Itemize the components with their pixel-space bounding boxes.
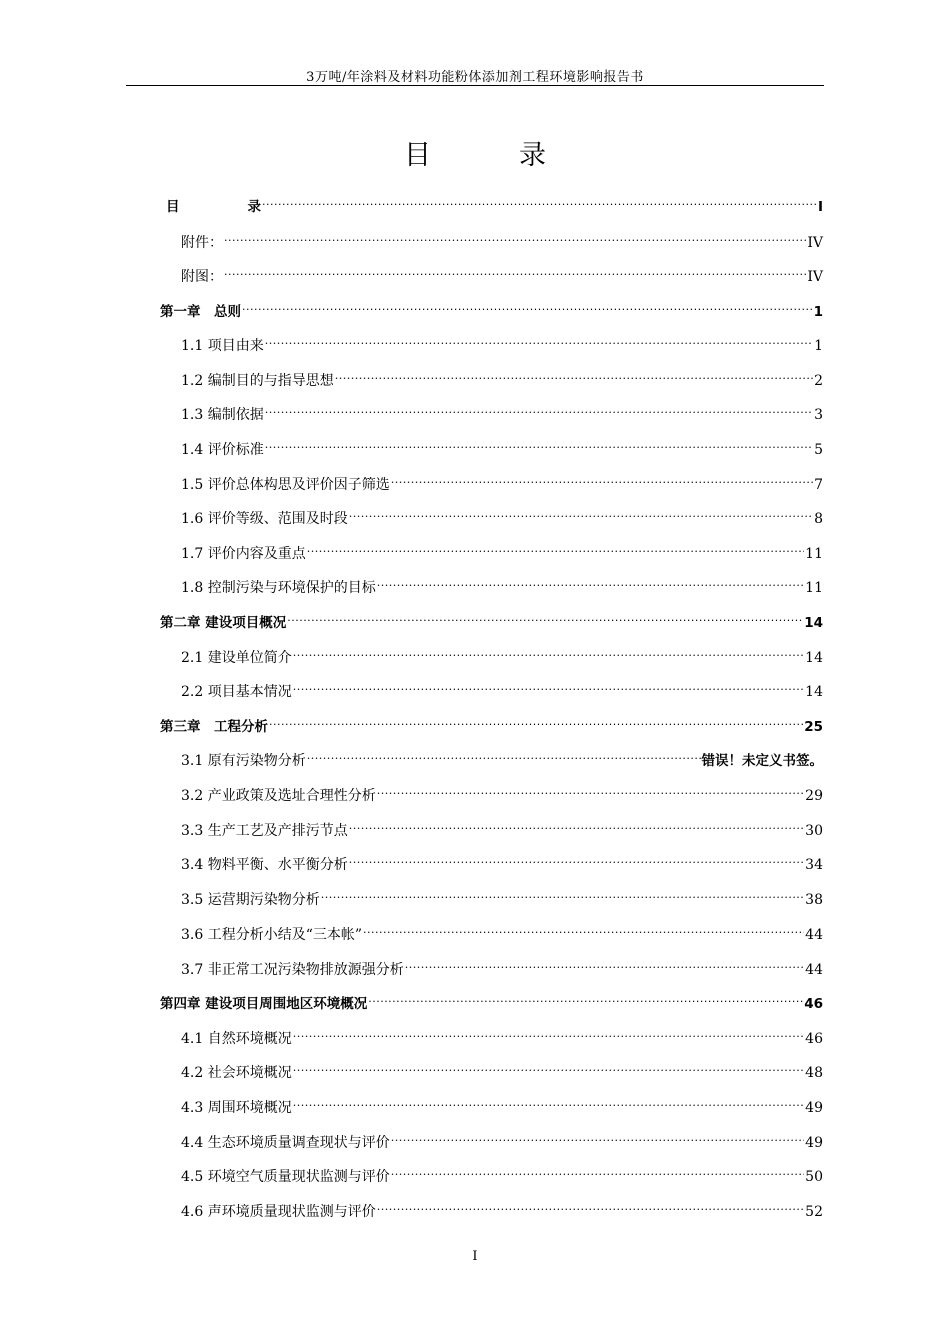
dot-leader: [377, 572, 804, 592]
toc-entry-page: 2: [814, 373, 823, 389]
toc-entry[interactable]: [181, 884, 823, 908]
toc-entry[interactable]: [181, 434, 823, 458]
page-number: I: [472, 1249, 478, 1264]
dot-leader: [391, 1127, 804, 1147]
toc-entry-label: 3.6 工程分析小结及“三本帐”: [181, 927, 363, 943]
dot-leader: [391, 1161, 804, 1181]
toc-entry-page: IV: [807, 235, 823, 251]
dot-leader: [391, 469, 813, 489]
toc-entry[interactable]: [181, 919, 823, 943]
header-rule: [126, 85, 824, 86]
toc-entry[interactable]: [181, 330, 823, 354]
toc-entry[interactable]: [181, 815, 823, 839]
dot-leader: [307, 538, 804, 558]
toc-entry-label: 3.1 原有污染物分析: [181, 753, 306, 769]
toc-entry-label: 1.6 评价等级、范围及时段: [181, 511, 348, 527]
dot-leader: [265, 330, 813, 350]
toc-chapter[interactable]: [160, 988, 823, 1012]
toc-entry-label: 1.3 编制依据: [181, 407, 264, 423]
dot-leader: [224, 261, 806, 281]
toc-entry-page: 52: [805, 1204, 823, 1220]
dot-leader: [293, 676, 804, 696]
toc-chapter[interactable]: [160, 711, 823, 735]
toc-entry-label: 4.6 声环境质量现状监测与评价: [181, 1204, 376, 1220]
dot-leader: [242, 296, 813, 316]
toc-entry[interactable]: [181, 503, 823, 527]
title-char-2: 录: [519, 140, 546, 171]
toc-entry[interactable]: [181, 676, 823, 700]
toc-entry-page: 14: [805, 650, 823, 666]
toc-entry-label: 4.3 周围环境概况: [181, 1100, 292, 1116]
toc-entry[interactable]: [181, 399, 823, 423]
toc-entry-label: 第四章 建设项目周围地区环境概况: [160, 996, 368, 1012]
toc-entry-page: 38: [805, 892, 823, 908]
toc-entry-label: 4.1 自然环境概况: [181, 1031, 292, 1047]
toc-entry-page: I: [817, 199, 823, 215]
toc-chapter[interactable]: [160, 296, 823, 320]
toc-entry-label: 3.7 非正常工况污染物排放源强分析: [181, 962, 404, 978]
toc-entry-page: 3: [814, 407, 823, 423]
toc-entry-label: 4.2 社会环境概况: [181, 1065, 292, 1081]
dot-leader: [265, 434, 813, 454]
toc-entry-page: 46: [804, 996, 823, 1012]
dot-leader: [349, 503, 813, 523]
toc-entry-page: 29: [805, 788, 823, 804]
toc-entry[interactable]: [181, 954, 823, 978]
dot-leader: [377, 1196, 804, 1216]
toc-entry-label: 3.5 运营期污染物分析: [181, 892, 320, 908]
dot-leader: [287, 607, 803, 627]
toc-entry-page: 49: [805, 1100, 823, 1116]
dot-leader: [269, 711, 803, 731]
toc-entry-label: 2.2 项目基本情况: [181, 684, 292, 700]
dot-leader: [368, 988, 803, 1008]
dot-leader: [293, 642, 804, 662]
dot-leader: [293, 1023, 804, 1043]
toc-entry-page: 11: [805, 580, 823, 596]
toc-entry[interactable]: [181, 1196, 823, 1220]
toc-entry-page: 5: [814, 442, 823, 458]
title-char-1: 目: [404, 140, 431, 171]
toc-entry[interactable]: [181, 1092, 823, 1116]
toc-entry-label: 1.4 评价标准: [181, 442, 264, 458]
toc-entry-page: 14: [804, 615, 823, 631]
toc-entry-label: 附件：: [181, 235, 223, 251]
toc-entry-label: 1.8 控制污染与环境保护的目标: [181, 580, 376, 596]
toc-entry-page: 7: [814, 477, 823, 493]
running-header: 3万吨/年涂料及材料功能粉体添加剂工程环境影响报告书: [306, 70, 644, 85]
toc-entry-label: 第三章 工程分析: [160, 719, 268, 735]
dot-leader: [293, 1057, 804, 1077]
toc-entry-page: 30: [805, 823, 823, 839]
toc-entry-page: 44: [805, 927, 823, 943]
toc-entry-page: 49: [805, 1135, 823, 1151]
dot-leader: [262, 191, 817, 211]
toc-entry-label: 第二章 建设项目概况: [160, 615, 287, 631]
toc-entry-label: 1.1 项目由来: [181, 338, 264, 354]
toc-entry-page-error: 错误！未定义书签。: [701, 753, 823, 769]
toc-entry[interactable]: [181, 780, 823, 804]
toc-entry[interactable]: [181, 572, 823, 596]
toc-entry-label: 3.4 物料平衡、水平衡分析: [181, 857, 348, 873]
toc-entry-label: 1.5 评价总体构思及评价因子筛选: [181, 477, 390, 493]
toc-entry-label: 4.4 生态环境质量调查现状与评价: [181, 1135, 390, 1151]
dot-leader: [335, 365, 813, 385]
toc-entry[interactable]: [181, 1127, 823, 1151]
toc-entry[interactable]: [181, 1057, 823, 1081]
dot-leader: [265, 399, 813, 419]
toc-entry-label: 2.1 建设单位简介: [181, 650, 292, 666]
toc-entry[interactable]: [181, 365, 823, 389]
dot-leader: [224, 227, 806, 247]
dot-leader: [293, 1092, 804, 1112]
dot-leader: [377, 780, 804, 800]
toc-entry[interactable]: [181, 261, 823, 285]
page-title: [0, 133, 950, 172]
dot-leader: [321, 884, 804, 904]
toc-entry[interactable]: [181, 227, 823, 251]
toc-entry-page: IV: [807, 269, 823, 285]
dot-leader: [349, 815, 804, 835]
toc-entry-toc[interactable]: [166, 191, 823, 215]
toc-entry-page: 14: [805, 684, 823, 700]
toc-entry[interactable]: [181, 1023, 823, 1047]
toc-entry-label: 4.5 环境空气质量现状监测与评价: [181, 1169, 390, 1185]
toc-entry-page: 1: [814, 338, 823, 354]
toc-entry-label: 1.2 编制目的与指导思想: [181, 373, 334, 389]
toc-entry-label: 3.2 产业政策及选址合理性分析: [181, 788, 376, 804]
toc-entry[interactable]: [181, 642, 823, 666]
toc-entry-page: 11: [805, 546, 823, 562]
toc-entry-page: 25: [804, 719, 823, 735]
toc-entry-page: 44: [805, 962, 823, 978]
toc-entry[interactable]: [181, 745, 823, 769]
toc-entry-page: 50: [805, 1169, 823, 1185]
toc-entry-page: 48: [805, 1065, 823, 1081]
toc-entry-label: 附图：: [181, 269, 223, 285]
toc-entry-page: 34: [805, 857, 823, 873]
toc-entry[interactable]: [181, 1161, 823, 1185]
toc-entry-label: 目 录: [166, 199, 261, 215]
dot-leader: [307, 745, 701, 765]
dot-leader: [363, 919, 804, 939]
toc-entry[interactable]: [181, 849, 823, 873]
toc-chapter[interactable]: [160, 607, 823, 631]
toc-entry[interactable]: [181, 538, 823, 562]
toc-entry-page: 46: [805, 1031, 823, 1047]
toc-entry-label: 1.7 评价内容及重点: [181, 546, 306, 562]
toc-entry-page: 8: [814, 511, 823, 527]
toc-entry-page: 1: [813, 304, 823, 320]
dot-leader: [349, 849, 804, 869]
toc-entry-label: 3.3 生产工艺及产排污节点: [181, 823, 348, 839]
dot-leader: [405, 954, 804, 974]
toc-entry-label: 第一章 总则: [160, 304, 241, 320]
toc-entry[interactable]: [181, 469, 823, 493]
